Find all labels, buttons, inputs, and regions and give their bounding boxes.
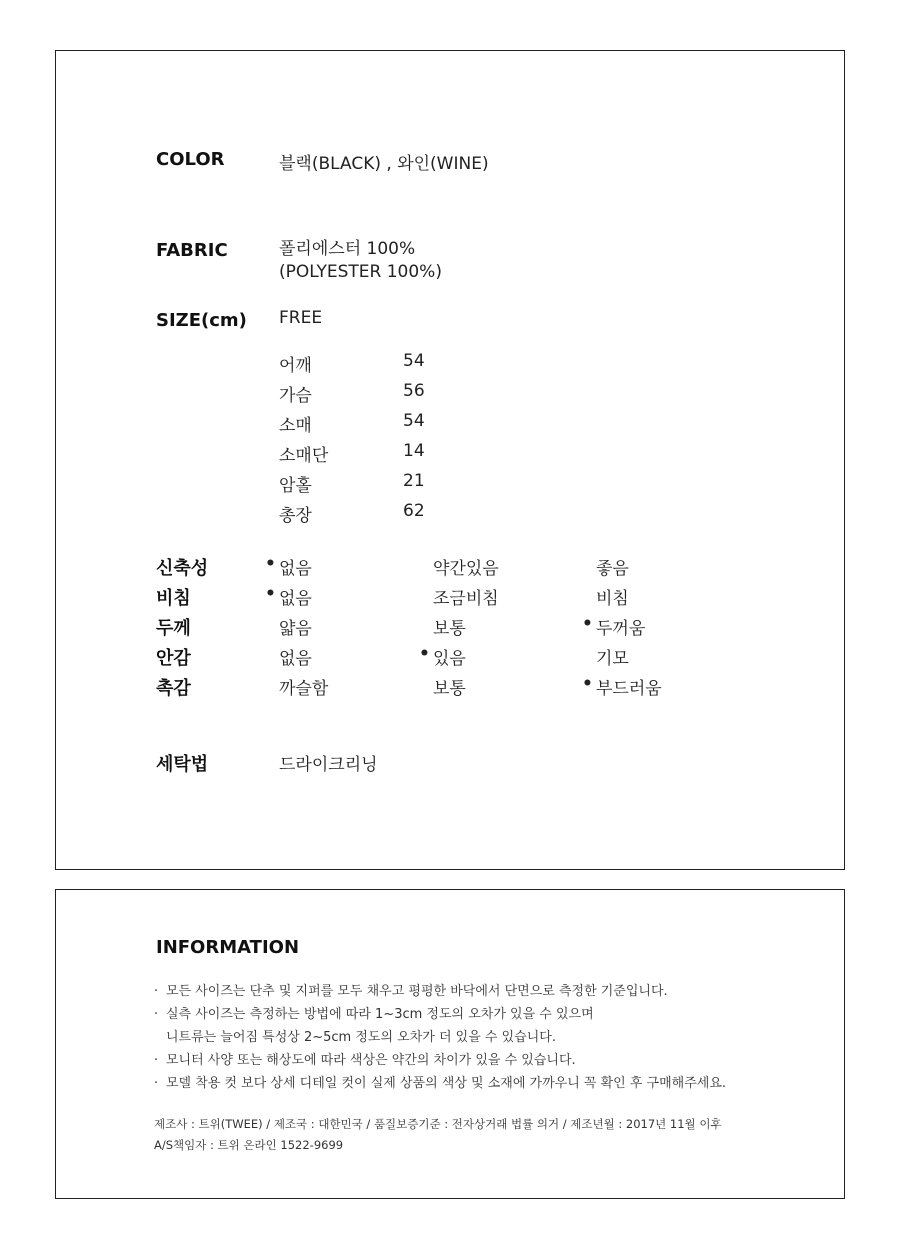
wash-label: 세탁법 xyxy=(156,754,209,775)
info-note-text: 모니터 사양 또는 해상도에 따라 색상은 약간의 차이가 있을 수 있습니다. xyxy=(166,1053,576,1068)
fabric-label: FABRIC xyxy=(156,240,228,261)
size-label: SIZE(cm) xyxy=(156,310,247,331)
size-row-value: 14 xyxy=(403,441,425,461)
product-spec-panel xyxy=(55,50,845,870)
attribute-option xyxy=(279,674,328,699)
attribute-option-label: 부드러움 xyxy=(596,679,662,699)
attribute-option-label: 조금비침 xyxy=(433,589,499,609)
attribute-row-sheerness xyxy=(156,584,776,610)
attribute-name: 두께 xyxy=(156,618,191,639)
attribute-name: 촉감 xyxy=(156,678,191,699)
attribute-option xyxy=(419,644,466,669)
wash-value: 드라이크리닝 xyxy=(279,755,378,775)
info-note xyxy=(154,1049,576,1068)
attribute-option xyxy=(265,554,312,579)
attribute-option-label: 좋음 xyxy=(596,559,629,579)
attribute-option-label: 없음 xyxy=(279,649,312,669)
attribute-option xyxy=(433,614,466,639)
attribute-option-label: 얇음 xyxy=(279,619,312,639)
bullet: · xyxy=(154,1007,159,1022)
attribute-name: 비침 xyxy=(156,588,191,609)
info-note xyxy=(154,980,668,999)
attribute-option xyxy=(433,554,499,579)
attribute-option-label: 기모 xyxy=(596,649,629,669)
size-row-value: 54 xyxy=(403,411,425,431)
color-value: 블랙(BLACK) , 와인(WINE) xyxy=(279,154,489,174)
attribute-option xyxy=(433,674,466,699)
selected-dot-icon: • xyxy=(265,584,276,604)
attribute-row-thickness xyxy=(156,614,776,640)
attribute-option-label: 약간있음 xyxy=(433,559,499,579)
color-label: COLOR xyxy=(156,149,225,170)
attribute-option xyxy=(596,644,629,669)
attribute-option-label: 두꺼움 xyxy=(596,619,646,639)
attribute-option-label: 비침 xyxy=(596,589,629,609)
selected-dot-icon: • xyxy=(582,674,593,694)
manufacturer-info: 제조사 : 트위(TWEE) / 제조국 : 대한민국 / 품질보증기준 : 전자상거래 법률 의거 / 제조년월 : 2017년 11월 이후 xyxy=(154,1117,722,1131)
size-row-value: 54 xyxy=(403,351,425,371)
attribute-option-label: 보통 xyxy=(433,619,466,639)
size-row-name: 어깨 xyxy=(279,356,312,376)
selected-dot-icon: • xyxy=(419,644,430,664)
size-row-name: 소매 xyxy=(279,416,312,436)
attribute-name: 신축성 xyxy=(156,558,209,579)
attribute-option-label: 있음 xyxy=(433,649,466,669)
attribute-row-lining xyxy=(156,644,776,670)
size-row-name: 소매단 xyxy=(279,446,329,466)
attribute-option xyxy=(596,554,629,579)
bullet: · xyxy=(154,1053,159,1068)
attribute-option xyxy=(433,584,499,609)
fabric-value-korean: 폴리에스터 100% xyxy=(279,239,416,259)
info-note-continuation: 니트류는 늘어짐 특성상 2~5cm 정도의 오차가 더 있을 수 있습니다. xyxy=(166,1030,556,1045)
attribute-option-label: 까슬함 xyxy=(279,679,329,699)
attribute-option xyxy=(279,644,312,669)
info-note-text: 모든 사이즈는 단추 및 지퍼를 모두 채우고 평평한 바닥에서 단면으로 측정한 기준입니다. xyxy=(166,984,668,999)
attribute-option-label: 없음 xyxy=(279,559,312,579)
bullet: · xyxy=(154,984,159,999)
size-row-value: 56 xyxy=(403,381,425,401)
selected-dot-icon: • xyxy=(582,614,593,634)
bullet: · xyxy=(154,1076,159,1091)
as-contact-info: A/S책임자 : 트위 온라인 1522-9699 xyxy=(154,1138,344,1152)
information-title: INFORMATION xyxy=(156,937,300,958)
size-row-value: 62 xyxy=(403,501,425,521)
attribute-option xyxy=(582,674,662,699)
attribute-option xyxy=(596,584,629,609)
size-row-name: 총장 xyxy=(279,506,312,526)
size-value: FREE xyxy=(279,308,323,328)
size-row-name: 암홀 xyxy=(279,476,312,496)
size-row-value: 21 xyxy=(403,471,425,491)
attribute-option-label: 없음 xyxy=(279,589,312,609)
attribute-name: 안감 xyxy=(156,648,191,669)
information-panel xyxy=(55,889,845,1199)
attribute-option xyxy=(279,614,312,639)
info-note xyxy=(154,1072,726,1091)
fabric-value-english: (POLYESTER 100%) xyxy=(279,262,442,282)
info-note-text: 실측 사이즈는 측정하는 방법에 따라 1~3cm 정도의 오차가 있을 수 있으며 xyxy=(166,1007,594,1022)
attribute-row-texture xyxy=(156,674,776,700)
selected-dot-icon: • xyxy=(265,554,276,574)
attribute-option-label: 보통 xyxy=(433,679,466,699)
fabric-value xyxy=(279,238,442,284)
attribute-row-stretch xyxy=(156,554,776,580)
info-note-text: 모델 착용 컷 보다 상세 디테일 컷이 실제 상품의 색상 및 소재에 가까우니 꼭 확인 후 구매해주세요. xyxy=(166,1076,727,1091)
info-note xyxy=(154,1003,594,1022)
attribute-option xyxy=(582,614,646,639)
attribute-option xyxy=(265,584,312,609)
size-row-name: 가슴 xyxy=(279,386,312,406)
